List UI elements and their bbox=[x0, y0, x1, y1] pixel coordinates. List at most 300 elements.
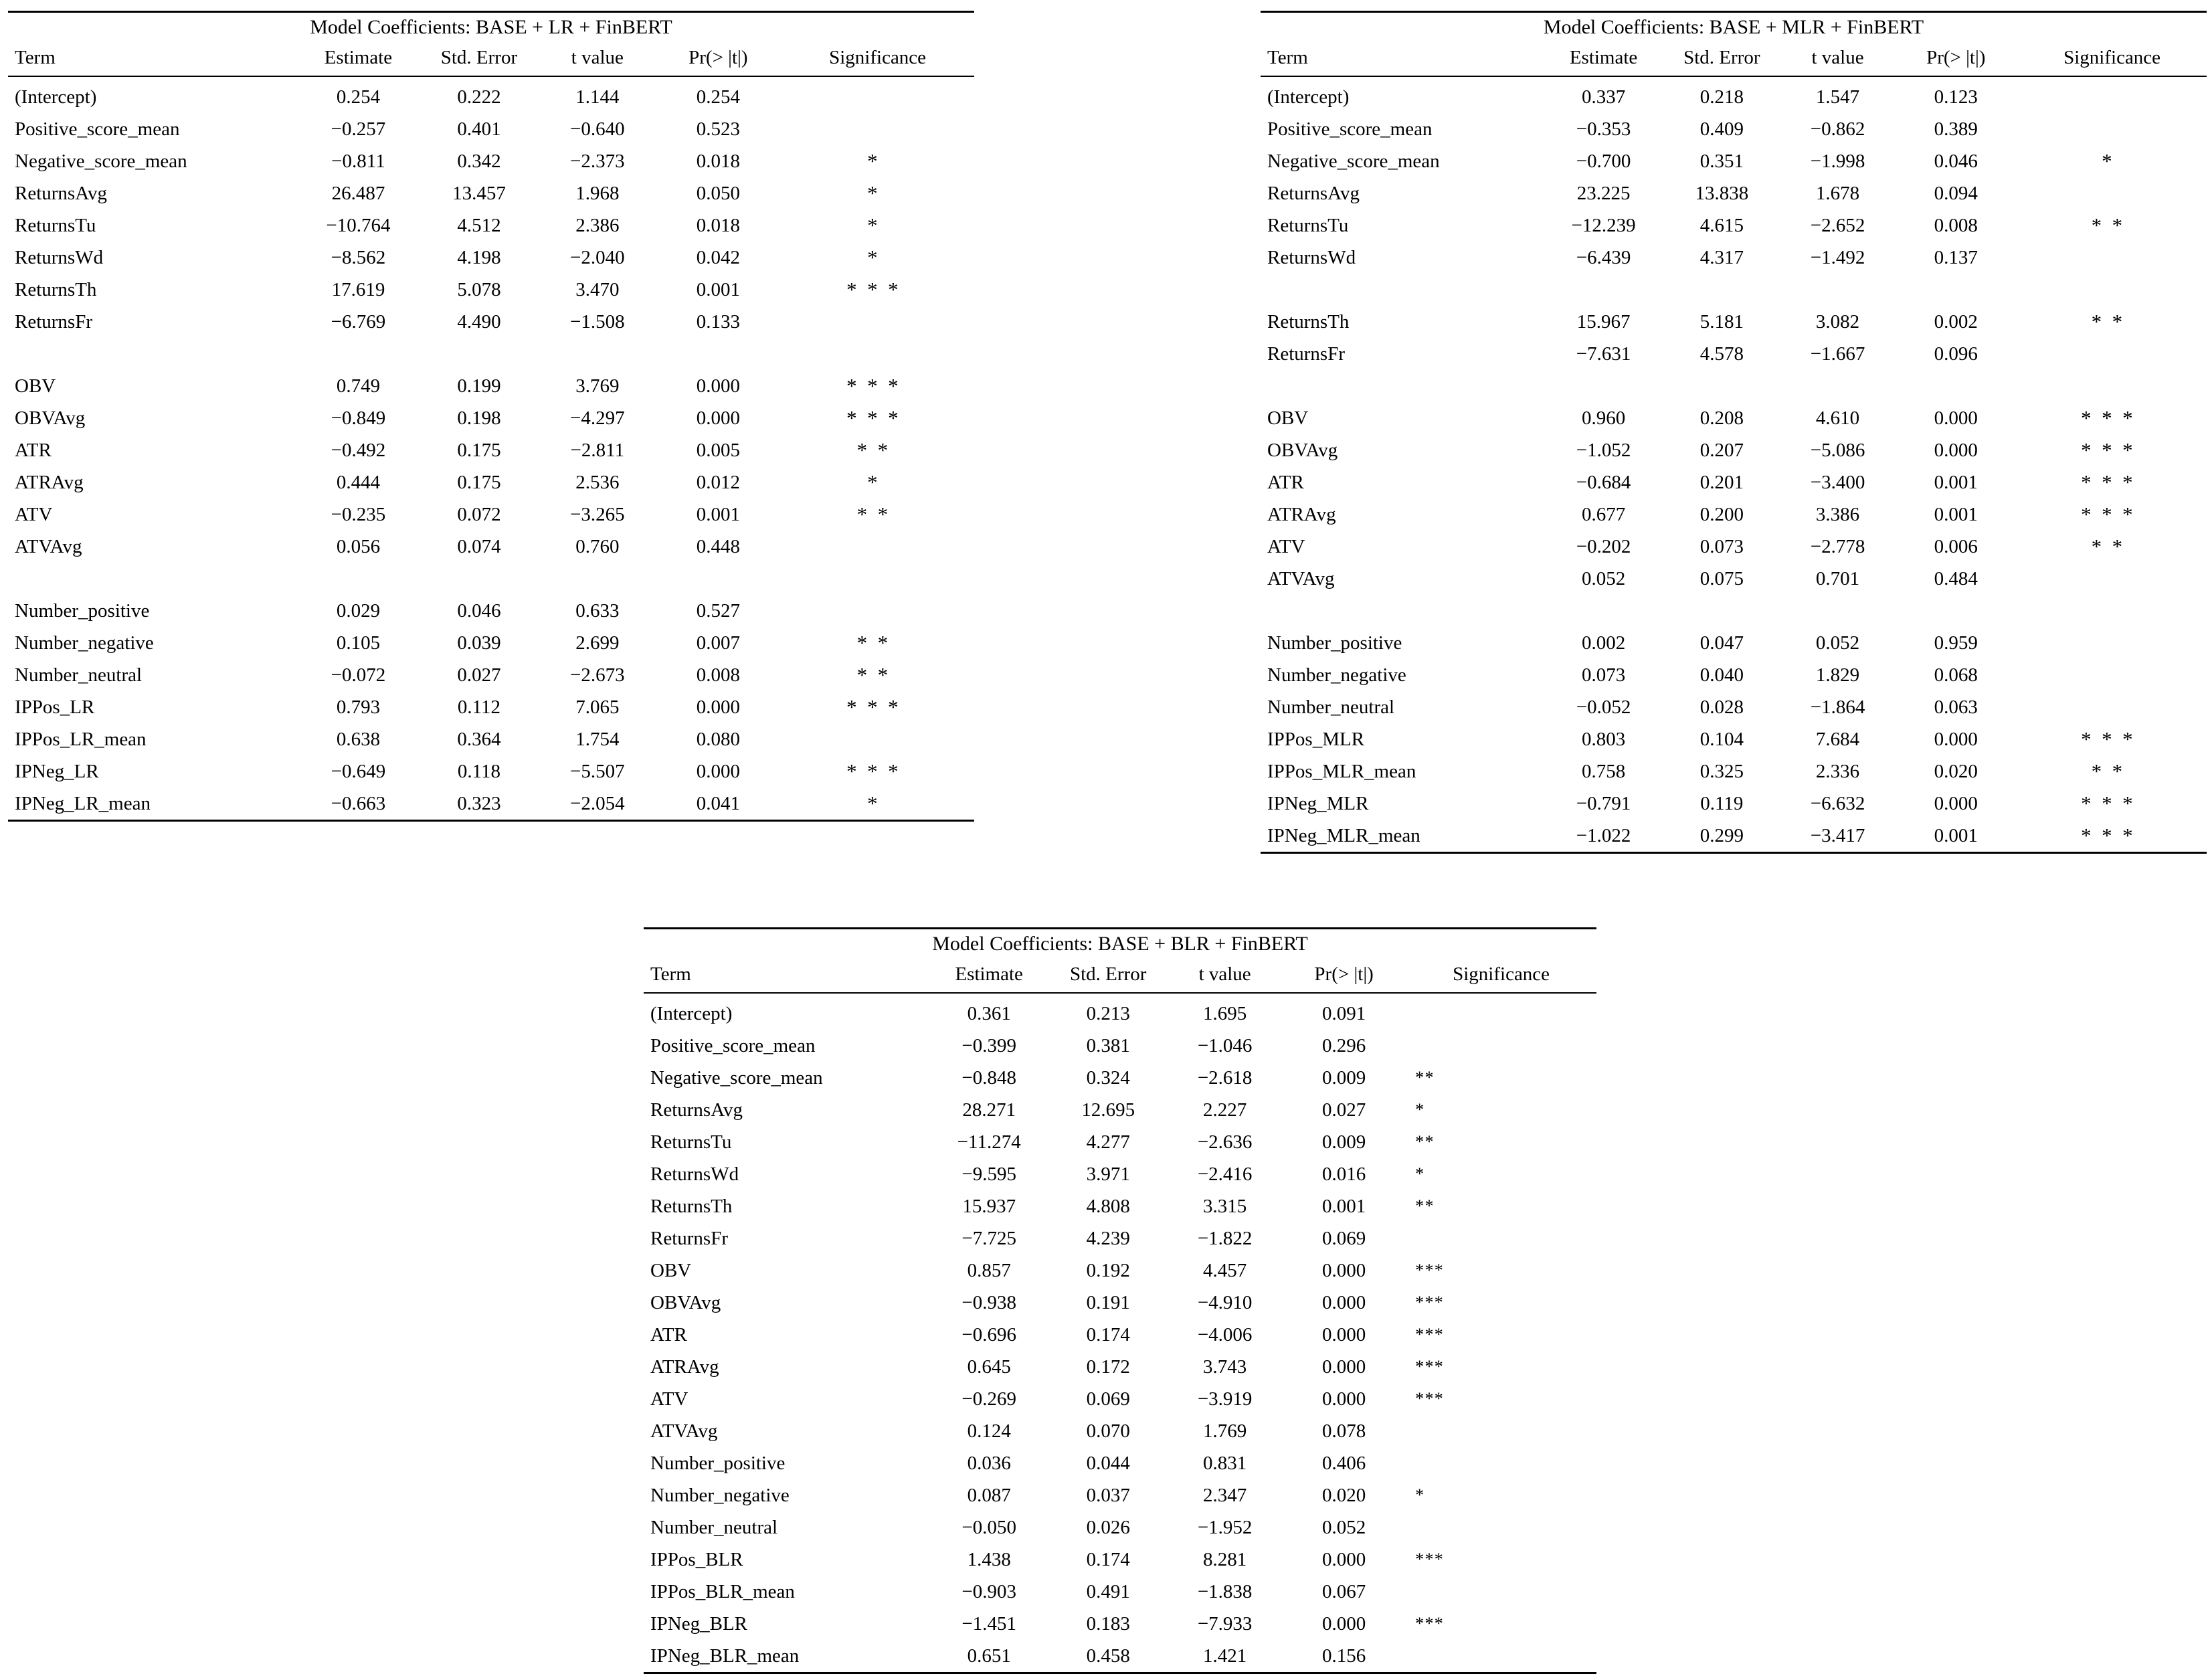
cell-t-value: 0.701 bbox=[1815, 567, 1860, 589]
table-title: Model Coefficients: BASE + MLR + FinBERT bbox=[1543, 16, 1924, 38]
table-title: Model Coefficients: BASE + BLR + FinBERT bbox=[932, 933, 1308, 955]
cell-std-error: 0.351 bbox=[1699, 150, 1744, 172]
table-row bbox=[644, 1094, 1596, 1126]
cell-p-value: 0.063 bbox=[1934, 696, 1978, 718]
cell-term: ATV bbox=[650, 1388, 688, 1410]
cell-significance bbox=[781, 306, 974, 338]
cell-estimate: 0.124 bbox=[967, 1420, 1011, 1442]
cell-p-value: 0.000 bbox=[696, 407, 740, 429]
table-row bbox=[1261, 531, 2207, 563]
cell-t-value: −1.864 bbox=[1810, 696, 1865, 718]
spacer-row bbox=[1261, 595, 2207, 627]
cell-estimate: 17.619 bbox=[331, 278, 385, 300]
cell-t-value: 3.386 bbox=[1815, 503, 1860, 525]
cell-std-error: 0.039 bbox=[457, 632, 501, 654]
table-row bbox=[8, 691, 974, 723]
cell-t-value: 1.421 bbox=[1203, 1645, 1247, 1667]
cell-estimate: 0.651 bbox=[967, 1645, 1011, 1667]
cell-std-error: 0.172 bbox=[1086, 1356, 1130, 1378]
cell-estimate: −0.072 bbox=[331, 664, 386, 686]
cell-estimate: 26.487 bbox=[331, 182, 385, 204]
cell-significance bbox=[2017, 242, 2207, 274]
cell-p-value: 0.018 bbox=[696, 214, 740, 236]
cell-t-value: −1.998 bbox=[1810, 150, 1865, 172]
cell-significance: ** bbox=[1415, 1068, 1435, 1087]
cell-term: Number_positive bbox=[15, 599, 150, 622]
cell-std-error: 0.364 bbox=[457, 728, 501, 750]
cell-p-value: 0.137 bbox=[1934, 246, 1978, 268]
col-header-t-value: t value bbox=[539, 42, 655, 76]
cell-term: IPNeg_LR bbox=[15, 760, 99, 782]
table-row bbox=[8, 498, 974, 531]
cell-p-value: 0.406 bbox=[1321, 1452, 1366, 1474]
cell-std-error: 0.458 bbox=[1086, 1645, 1130, 1667]
cell-std-error: 0.174 bbox=[1086, 1548, 1130, 1570]
coefficients-table-blr bbox=[644, 927, 1596, 1674]
cell-estimate: −0.399 bbox=[961, 1034, 1016, 1056]
cell-std-error: 0.072 bbox=[457, 503, 501, 525]
cell-term: OBV bbox=[650, 1259, 692, 1281]
header-row bbox=[1261, 42, 2207, 76]
table-row bbox=[8, 306, 974, 338]
table-row bbox=[8, 177, 974, 209]
table-row bbox=[8, 76, 974, 113]
cell-significance: * bbox=[1415, 1485, 1425, 1505]
cell-term: IPNeg_MLR_mean bbox=[1267, 824, 1420, 846]
cell-significance: * bbox=[867, 470, 889, 494]
cell-p-value: 0.001 bbox=[1321, 1195, 1366, 1217]
cell-std-error: 13.457 bbox=[452, 182, 506, 204]
cell-std-error: 0.074 bbox=[457, 535, 501, 557]
cell-std-error: 0.323 bbox=[457, 792, 501, 814]
cell-std-error: 4.277 bbox=[1086, 1131, 1130, 1153]
cell-estimate: 23.225 bbox=[1576, 182, 1631, 204]
cell-term: ReturnsFr bbox=[650, 1227, 728, 1249]
cell-std-error: 0.325 bbox=[1699, 760, 1744, 782]
col-header-estimate: Estimate bbox=[1544, 42, 1663, 76]
cell-estimate: 0.645 bbox=[967, 1356, 1011, 1378]
cell-p-value: 0.001 bbox=[1934, 503, 1978, 525]
cell-t-value: −3.265 bbox=[570, 503, 625, 525]
cell-term: IPNeg_LR_mean bbox=[15, 792, 151, 814]
cell-t-value: −2.673 bbox=[570, 664, 625, 686]
cell-term: IPNeg_MLR bbox=[1267, 792, 1369, 814]
cell-t-value: −2.416 bbox=[1197, 1163, 1253, 1185]
cell-term: OBV bbox=[1267, 407, 1309, 429]
cell-std-error: 5.078 bbox=[457, 278, 501, 300]
cell-significance bbox=[2017, 627, 2207, 659]
cell-term: Negative_score_mean bbox=[650, 1066, 823, 1089]
cell-t-value: 3.315 bbox=[1203, 1195, 1247, 1217]
cell-std-error: 0.119 bbox=[1700, 792, 1744, 814]
cell-estimate: −7.631 bbox=[1576, 343, 1631, 365]
cell-significance bbox=[781, 76, 974, 113]
table-row bbox=[644, 1383, 1596, 1415]
table-row bbox=[8, 370, 974, 402]
cell-significance bbox=[2017, 691, 2207, 723]
table-row bbox=[644, 1190, 1596, 1222]
cell-estimate: 0.029 bbox=[336, 599, 381, 622]
cell-t-value: −2.811 bbox=[570, 439, 625, 461]
cell-t-value: −6.632 bbox=[1810, 792, 1865, 814]
cell-p-value: 0.484 bbox=[1934, 567, 1978, 589]
cell-significance: *** bbox=[1415, 1550, 1445, 1569]
cell-t-value: −1.046 bbox=[1197, 1034, 1253, 1056]
cell-term: ATVAvg bbox=[650, 1420, 718, 1442]
cell-significance bbox=[1406, 1511, 1596, 1544]
cell-term: ReturnsTu bbox=[1267, 214, 1349, 236]
cell-estimate: 0.073 bbox=[1581, 664, 1626, 686]
cell-significance: *** bbox=[846, 406, 909, 430]
cell-term: ATR bbox=[1267, 471, 1304, 493]
cell-std-error: 0.409 bbox=[1699, 118, 1744, 140]
cell-estimate: −0.649 bbox=[331, 760, 386, 782]
cell-std-error: 0.028 bbox=[1699, 696, 1744, 718]
cell-std-error: 0.112 bbox=[457, 696, 501, 718]
table-row bbox=[1261, 820, 2207, 852]
cell-estimate: −0.811 bbox=[331, 150, 385, 172]
cell-significance: ** bbox=[2091, 213, 2133, 237]
cell-term: ReturnsWd bbox=[650, 1163, 739, 1185]
cell-std-error: 0.069 bbox=[1086, 1388, 1130, 1410]
cell-t-value: −2.618 bbox=[1197, 1066, 1253, 1089]
cell-std-error: 4.615 bbox=[1699, 214, 1744, 236]
cell-significance bbox=[2017, 338, 2207, 370]
cell-t-value: 1.678 bbox=[1815, 182, 1860, 204]
table-row bbox=[1261, 242, 2207, 274]
cell-t-value: −1.822 bbox=[1197, 1227, 1253, 1249]
cell-term: Number_negative bbox=[15, 632, 154, 654]
cell-significance bbox=[1406, 1640, 1596, 1672]
cell-estimate: 0.677 bbox=[1581, 503, 1626, 525]
col-header-estimate: Estimate bbox=[929, 959, 1048, 993]
cell-p-value: 0.002 bbox=[1934, 310, 1978, 333]
cell-term: ReturnsWd bbox=[15, 246, 104, 268]
cell-t-value: −4.006 bbox=[1197, 1323, 1253, 1345]
header-row bbox=[8, 42, 974, 76]
col-header-std-error: Std. Error bbox=[1048, 959, 1168, 993]
cell-p-value: 0.000 bbox=[1321, 1388, 1366, 1410]
cell-estimate: −12.239 bbox=[1571, 214, 1636, 236]
cell-term: ReturnsTh bbox=[650, 1195, 733, 1217]
cell-t-value: −2.778 bbox=[1810, 535, 1865, 557]
table-row bbox=[1261, 338, 2207, 370]
cell-estimate: −1.451 bbox=[961, 1612, 1016, 1635]
cell-t-value: −2.652 bbox=[1810, 214, 1865, 236]
cell-term: (Intercept) bbox=[1267, 86, 1350, 108]
cell-std-error: 0.191 bbox=[1086, 1291, 1130, 1313]
cell-term: IPPos_MLR bbox=[1267, 728, 1365, 750]
cell-t-value: −4.910 bbox=[1197, 1291, 1253, 1313]
cell-term: IPPos_BLR bbox=[650, 1548, 743, 1570]
cell-t-value: −0.862 bbox=[1810, 118, 1865, 140]
cell-estimate: 0.960 bbox=[1581, 407, 1626, 429]
coefficients-grid bbox=[1261, 42, 2207, 852]
cell-significance: *** bbox=[2081, 727, 2144, 751]
cell-p-value: 0.008 bbox=[696, 664, 740, 686]
table-row bbox=[1261, 209, 2207, 242]
cell-significance: *** bbox=[2081, 502, 2144, 526]
col-header-p-value: Pr(> |t|) bbox=[1894, 42, 2017, 76]
cell-estimate: −0.353 bbox=[1576, 118, 1631, 140]
cell-t-value: −3.400 bbox=[1810, 471, 1865, 493]
cell-estimate: 0.254 bbox=[336, 86, 381, 108]
cell-std-error: 0.491 bbox=[1086, 1580, 1130, 1602]
cell-p-value: 0.000 bbox=[1321, 1259, 1366, 1281]
cell-p-value: 0.001 bbox=[696, 278, 740, 300]
cell-significance: *** bbox=[1415, 1325, 1445, 1344]
cell-p-value: 0.959 bbox=[1934, 632, 1978, 654]
cell-estimate: 1.438 bbox=[967, 1548, 1011, 1570]
cell-std-error: 0.192 bbox=[1086, 1259, 1130, 1281]
cell-term: OBV bbox=[15, 375, 56, 397]
cell-estimate: 0.749 bbox=[336, 375, 381, 397]
spacer-row bbox=[1261, 370, 2207, 402]
cell-p-value: 0.042 bbox=[696, 246, 740, 268]
table-row bbox=[8, 434, 974, 466]
cell-significance: *** bbox=[2081, 824, 2144, 847]
cell-estimate: −1.022 bbox=[1576, 824, 1631, 846]
table-row bbox=[644, 1576, 1596, 1608]
spacer-row bbox=[8, 338, 974, 370]
cell-t-value: −3.919 bbox=[1197, 1388, 1253, 1410]
cell-p-value: 0.009 bbox=[1321, 1066, 1366, 1089]
cell-p-value: 0.080 bbox=[696, 728, 740, 750]
cell-std-error: 0.218 bbox=[1699, 86, 1744, 108]
cell-p-value: 0.000 bbox=[1934, 728, 1978, 750]
cell-significance bbox=[781, 531, 974, 563]
cell-estimate: 0.758 bbox=[1581, 760, 1626, 782]
col-header-term: Term bbox=[8, 42, 298, 76]
cell-significance: *** bbox=[2081, 470, 2144, 494]
cell-term: Number_positive bbox=[1267, 632, 1402, 654]
cell-p-value: 0.052 bbox=[1321, 1516, 1366, 1538]
cell-std-error: 0.073 bbox=[1699, 535, 1744, 557]
cell-estimate: −6.439 bbox=[1576, 246, 1631, 268]
table-row bbox=[1261, 76, 2207, 113]
cell-significance bbox=[2017, 177, 2207, 209]
cell-std-error: 0.207 bbox=[1699, 439, 1744, 461]
cell-significance: *** bbox=[846, 759, 909, 783]
cell-estimate: −0.235 bbox=[331, 503, 386, 525]
cell-estimate: −0.052 bbox=[1576, 696, 1631, 718]
cell-std-error: 13.838 bbox=[1695, 182, 1749, 204]
cell-p-value: 0.156 bbox=[1321, 1645, 1366, 1667]
cell-std-error: 5.181 bbox=[1699, 310, 1744, 333]
cell-significance bbox=[2017, 76, 2207, 113]
cell-t-value: −1.492 bbox=[1810, 246, 1865, 268]
cell-term: Number_negative bbox=[1267, 664, 1406, 686]
table-row bbox=[644, 1608, 1596, 1640]
table-row bbox=[1261, 113, 2207, 145]
cell-p-value: 0.523 bbox=[696, 118, 740, 140]
cell-std-error: 0.104 bbox=[1699, 728, 1744, 750]
col-header-term: Term bbox=[1261, 42, 1544, 76]
cell-significance: * bbox=[1415, 1164, 1425, 1184]
cell-term: Number_neutral bbox=[15, 664, 143, 686]
cell-term: IPPos_MLR_mean bbox=[1267, 760, 1416, 782]
cell-std-error: 0.026 bbox=[1086, 1516, 1130, 1538]
cell-estimate: 0.444 bbox=[336, 471, 381, 493]
table-row bbox=[1261, 723, 2207, 755]
cell-term: ATRAvg bbox=[15, 471, 84, 493]
cell-t-value: 4.457 bbox=[1203, 1259, 1247, 1281]
cell-estimate: −8.562 bbox=[331, 246, 386, 268]
cell-significance bbox=[2017, 563, 2207, 595]
cell-std-error: 0.075 bbox=[1699, 567, 1744, 589]
cell-p-value: 0.096 bbox=[1934, 343, 1978, 365]
cell-significance bbox=[781, 723, 974, 755]
spacer-cell bbox=[8, 338, 974, 370]
cell-p-value: 0.005 bbox=[696, 439, 740, 461]
cell-significance: *** bbox=[1415, 1261, 1445, 1280]
cell-t-value: −2.040 bbox=[570, 246, 625, 268]
cell-std-error: 4.317 bbox=[1699, 246, 1744, 268]
cell-p-value: 0.000 bbox=[1321, 1291, 1366, 1313]
cell-estimate: −7.725 bbox=[961, 1227, 1016, 1249]
cell-significance bbox=[2017, 113, 2207, 145]
cell-t-value: 0.052 bbox=[1815, 632, 1860, 654]
cell-p-value: 0.069 bbox=[1321, 1227, 1366, 1249]
cell-significance: ** bbox=[856, 438, 899, 462]
table-row bbox=[8, 595, 974, 627]
cell-estimate: −0.050 bbox=[961, 1516, 1016, 1538]
cell-p-value: 0.000 bbox=[1321, 1356, 1366, 1378]
cell-std-error: 12.695 bbox=[1081, 1099, 1135, 1121]
cell-std-error: 0.198 bbox=[457, 407, 501, 429]
cell-std-error: 0.342 bbox=[457, 150, 501, 172]
cell-p-value: 0.068 bbox=[1934, 664, 1978, 686]
cell-significance: ** bbox=[2091, 310, 2133, 333]
cell-term: ATRAvg bbox=[1267, 503, 1336, 525]
table-row bbox=[644, 1319, 1596, 1351]
cell-significance bbox=[1406, 1030, 1596, 1062]
cell-estimate: −0.700 bbox=[1576, 150, 1631, 172]
cell-t-value: 2.347 bbox=[1203, 1484, 1247, 1506]
table-row bbox=[8, 787, 974, 820]
cell-significance: * bbox=[867, 149, 889, 173]
cell-significance bbox=[1406, 993, 1596, 1030]
table-row bbox=[644, 1415, 1596, 1447]
col-header-significance: Significance bbox=[1406, 959, 1596, 993]
table-row bbox=[644, 1640, 1596, 1672]
cell-estimate: −0.202 bbox=[1576, 535, 1631, 557]
cell-term: ATV bbox=[1267, 535, 1305, 557]
cell-p-value: 0.000 bbox=[1321, 1548, 1366, 1570]
cell-std-error: 0.047 bbox=[1699, 632, 1744, 654]
cell-term: ATVAvg bbox=[15, 535, 82, 557]
cell-p-value: 0.000 bbox=[1934, 439, 1978, 461]
cell-significance: * bbox=[867, 181, 889, 205]
cell-t-value: −2.636 bbox=[1197, 1131, 1253, 1153]
cell-term: ReturnsAvg bbox=[1267, 182, 1360, 204]
cell-std-error: 4.578 bbox=[1699, 343, 1744, 365]
cell-std-error: 0.201 bbox=[1699, 471, 1744, 493]
cell-estimate: −0.791 bbox=[1576, 792, 1631, 814]
cell-t-value: −1.952 bbox=[1197, 1516, 1253, 1538]
cell-p-value: 0.000 bbox=[1321, 1612, 1366, 1635]
cell-p-value: 0.000 bbox=[696, 760, 740, 782]
cell-term: ATR bbox=[15, 439, 52, 461]
cell-estimate: 0.361 bbox=[967, 1002, 1011, 1024]
cell-significance: *** bbox=[1415, 1389, 1445, 1408]
cell-p-value: 0.389 bbox=[1934, 118, 1978, 140]
cell-significance: *** bbox=[2081, 792, 2144, 815]
cell-t-value: 3.470 bbox=[575, 278, 620, 300]
cell-term: ReturnsFr bbox=[1267, 343, 1345, 365]
cell-estimate: 0.056 bbox=[336, 535, 381, 557]
cell-t-value: −2.054 bbox=[570, 792, 625, 814]
cell-p-value: 0.067 bbox=[1321, 1580, 1366, 1602]
cell-term: Number_negative bbox=[650, 1484, 790, 1506]
cell-p-value: 0.448 bbox=[696, 535, 740, 557]
cell-term: Positive_score_mean bbox=[650, 1034, 816, 1056]
cell-p-value: 0.046 bbox=[1934, 150, 1978, 172]
col-header-p-value: Pr(> |t|) bbox=[655, 42, 781, 76]
cell-term: ReturnsAvg bbox=[650, 1099, 743, 1121]
cell-t-value: 1.695 bbox=[1203, 1002, 1247, 1024]
cell-significance: ** bbox=[856, 631, 899, 654]
cell-std-error: 0.200 bbox=[1699, 503, 1744, 525]
cell-p-value: 0.000 bbox=[696, 696, 740, 718]
cell-significance bbox=[1406, 1415, 1596, 1447]
cell-term: Number_positive bbox=[650, 1452, 786, 1474]
cell-std-error: 0.027 bbox=[457, 664, 501, 686]
cell-significance: * bbox=[1415, 1100, 1425, 1119]
cell-std-error: 0.046 bbox=[457, 599, 501, 622]
table-row bbox=[644, 1544, 1596, 1576]
header-row bbox=[644, 959, 1596, 993]
table-body bbox=[8, 76, 974, 820]
cell-t-value: −5.507 bbox=[570, 760, 625, 782]
cell-t-value: −5.086 bbox=[1810, 439, 1865, 461]
cell-significance: * bbox=[867, 213, 889, 237]
table-row bbox=[644, 1511, 1596, 1544]
cell-significance: ** bbox=[856, 502, 899, 526]
cell-estimate: 0.337 bbox=[1581, 86, 1626, 108]
table-row bbox=[8, 274, 974, 306]
cell-t-value: 1.144 bbox=[575, 86, 620, 108]
cell-p-value: 0.016 bbox=[1321, 1163, 1366, 1185]
cell-term: Negative_score_mean bbox=[1267, 150, 1440, 172]
table-row bbox=[644, 1351, 1596, 1383]
cell-std-error: 4.198 bbox=[457, 246, 501, 268]
table-row bbox=[1261, 434, 2207, 466]
cell-term: ATV bbox=[15, 503, 53, 525]
cell-t-value: 2.227 bbox=[1203, 1099, 1247, 1121]
cell-t-value: 3.769 bbox=[575, 375, 620, 397]
cell-p-value: 0.254 bbox=[696, 86, 740, 108]
cell-t-value: 0.760 bbox=[575, 535, 620, 557]
table-row bbox=[8, 145, 974, 177]
cell-significance bbox=[781, 113, 974, 145]
cell-significance bbox=[1406, 1222, 1596, 1254]
col-header-term: Term bbox=[644, 959, 929, 993]
cell-std-error: 0.381 bbox=[1086, 1034, 1130, 1056]
cell-p-value: 0.133 bbox=[696, 310, 740, 333]
cell-estimate: −9.595 bbox=[961, 1163, 1016, 1185]
table-row bbox=[1261, 627, 2207, 659]
col-header-std-error: Std. Error bbox=[419, 42, 540, 76]
cell-term: OBVAvg bbox=[1267, 439, 1338, 461]
table-row bbox=[8, 209, 974, 242]
cell-term: Number_neutral bbox=[1267, 696, 1395, 718]
cell-p-value: 0.527 bbox=[696, 599, 740, 622]
table-row bbox=[644, 1254, 1596, 1287]
cell-std-error: 0.222 bbox=[457, 86, 501, 108]
cell-significance bbox=[2017, 659, 2207, 691]
table-row bbox=[644, 1287, 1596, 1319]
